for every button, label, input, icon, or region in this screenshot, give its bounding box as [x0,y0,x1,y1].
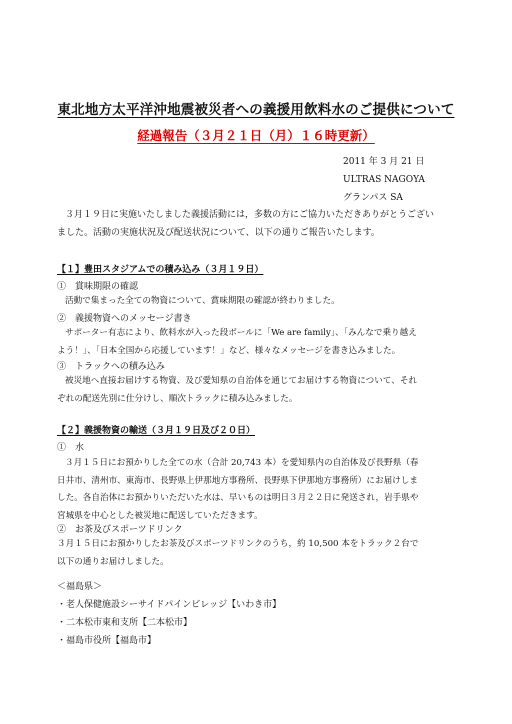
meta-org-name: ULTRAS NAGOYA [343,175,425,185]
update-subtitle: 経過報告（３月２１日（月）１６時更新） [137,128,375,143]
section2-item1-body: ３月１５日にお預かりした全ての水（合計 20,743 本）を愛知県内の自治体及び長野県（春 日井市、清州市、東海市、長野県上伊那地方事務所、長野県下伊那地方事務所）にお届けしま した。各自治体にお預かりいただいた水は、早いものは明日３月２２日に発送され，岩手県や 宮城県を中心とした被災地に配送していただきます。 [57,458,419,521]
section2-item1-label: ① 水 [57,443,85,453]
meta-org-sub: グランパス SA [343,193,403,203]
section2-item2-body: ３月１５日にお預かりしたお茶及びスポーツドリンクのうち，約 10,500 本をトラック２台で 以下の通りお届けしました。 [57,539,419,567]
section1-heading: 【１】豊田スタジアムでの積み込み（３月１９日） [57,265,264,275]
fukushima-list [57,578,281,650]
meta-date: 2011 年 3 月 21 日 [343,157,425,167]
list-item: ・二本松市東和支所【二本松市】 [57,618,193,628]
section2-item2-label: ② お茶及びスポーツドリンク [57,525,183,535]
document-meta [343,153,425,207]
section1-item3-body: 被災地へ直接お届けする物資、及び愛知県の自治体を通じてお届けする物資について、それ ぞれの配送先別に仕分けし、順次トラックに積み込みました。 [57,376,418,404]
list-item: ・老人保健施設シーサイドパインビレッジ【いわき市】 [57,600,282,610]
section2-heading: 【２】義援物資の輸送（３月１９日及び２０日） [57,426,256,436]
document-title: 東北地方太平洋沖地震被災者への義援用飲料水のご提供について [57,102,455,118]
section1-item2-body: サポーター有志により、飲料水が入った段ボールに「We are family」、「みんなで乗り越え よう！」、「日本全国から応援しています！」など、様々なメッセージを書き込みました。 [57,328,417,356]
section1-item1-body: 活動で集まった全ての物資について、賞味期限の確認が終わりました。 [65,296,340,306]
list-item: ・福島市役所【福島市】 [57,636,157,646]
section1-item3-label: ③ トラックへの積み込み [57,362,165,372]
fukushima-heading: ＜福島県＞ [57,582,103,592]
section1-item1-label: ① 賞味期限の確認 [57,282,139,292]
intro-paragraph: ３月１９日に実施いたしました義援活動には，多数の方にご協力いただきありがとうござい ました。活動の実施状況及び配送状況について、以下の通りご報告いたします。 [57,210,435,238]
section1-item2-label: ② 義援物資へのメッセージ書き [57,314,192,324]
